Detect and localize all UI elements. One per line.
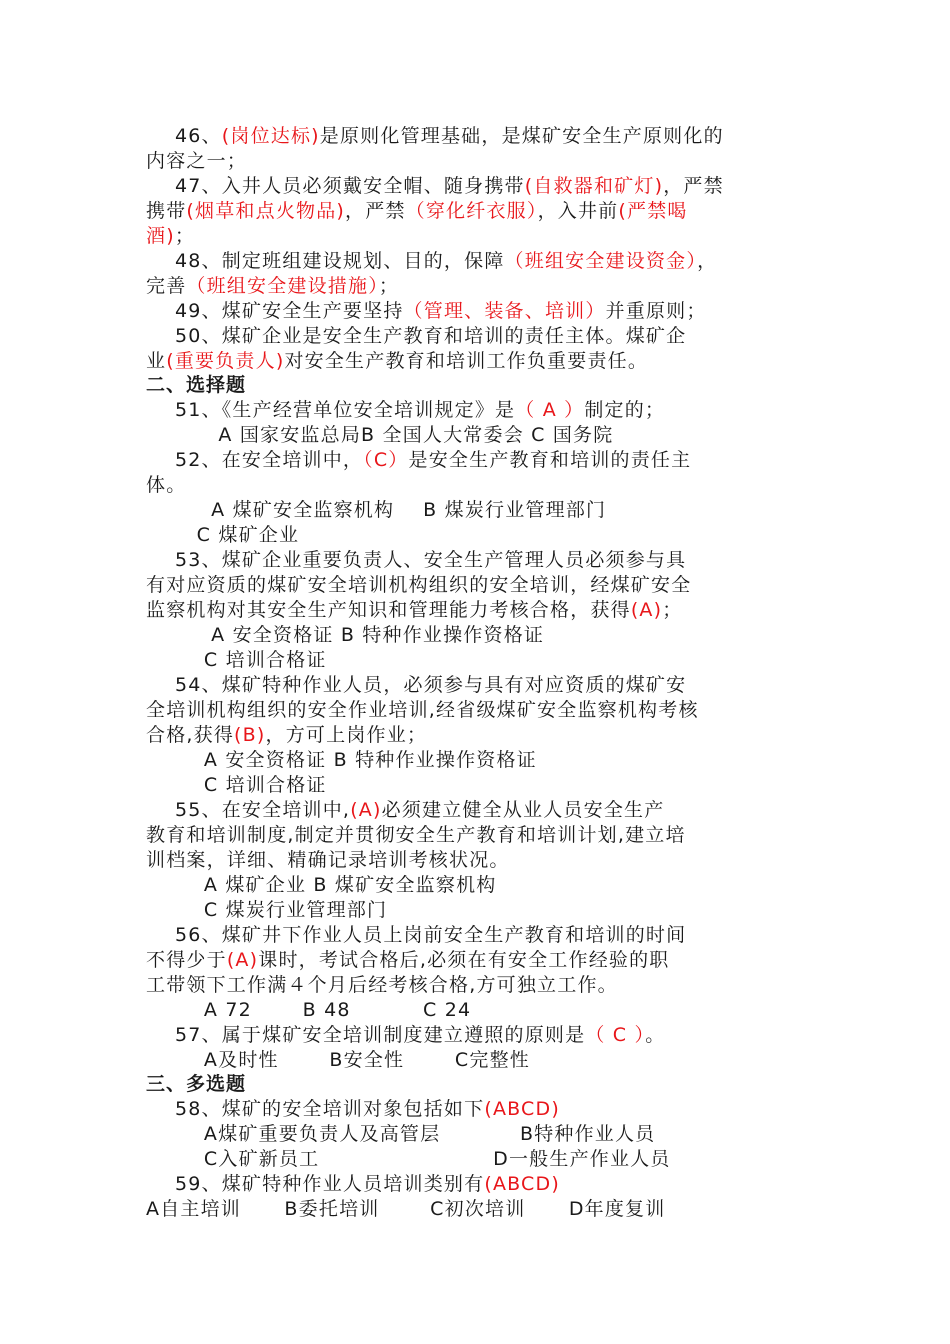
text-segment: 对安全生产教育和培训工作负重要责任。 [284, 350, 649, 372]
text-line [146, 1023, 665, 1047]
text-segment: A 国家安监总局B 全国人大常委会 C 国务院 [146, 424, 614, 446]
text-line [146, 798, 664, 822]
text-segment: C 煤矿企业 [146, 524, 300, 546]
answer-text: (岗位达标) [221, 125, 320, 147]
text-segment: 是安全生产教育和培训的责任主 [408, 449, 692, 471]
text-line [146, 373, 246, 397]
text-segment: A 72 B 48 C 24 [146, 999, 472, 1021]
text-line [146, 249, 717, 273]
text-segment: 制定的； [584, 399, 666, 421]
text-line [146, 274, 399, 298]
text-segment: 49、煤矿安全生产要坚持 [146, 300, 404, 322]
text-segment: ； [174, 225, 196, 247]
text-line [146, 1172, 560, 1196]
text-line [146, 873, 496, 897]
answer-text: （ A ） [515, 399, 585, 421]
text-line [146, 1048, 530, 1072]
text-segment: C入矿新员工 D一般生产作业人员 [146, 1148, 671, 1170]
answer-text: (严禁喝 [618, 200, 688, 222]
text-segment: 全培训机构组织的安全作业培训,经省级煤矿安全监察机构考核 [146, 699, 699, 721]
text-segment: 54、煤矿特种作业人员，必须参与具有对应资质的煤矿安 [146, 674, 687, 696]
text-segment: C 煤炭行业管理部门 [146, 899, 388, 921]
text-segment: A 煤矿企业 B 煤矿安全监察机构 [146, 874, 497, 896]
answer-text: (重要负责人) [166, 350, 285, 372]
text-line [146, 523, 299, 547]
text-segment: 是原则化管理基础，是煤矿安全生产原则化的 [319, 125, 724, 147]
text-segment: 51、《生产经营单位安全培训规定》是 [146, 399, 516, 421]
text-line [146, 423, 613, 447]
text-segment: 内容之一； [146, 150, 248, 172]
text-line [146, 174, 724, 198]
text-line [146, 598, 682, 622]
text-line [146, 998, 471, 1022]
text-segment: 有对应资质的煤矿安全培训机构组织的安全培训，经煤矿安全 [146, 574, 692, 596]
text-line [146, 448, 691, 472]
text-line [146, 1122, 655, 1146]
text-segment: 59、煤矿特种作业人员培训类别有 [146, 1173, 485, 1195]
text-segment: 合格,获得 [146, 724, 235, 746]
text-line [146, 973, 618, 997]
text-line [146, 473, 186, 497]
text-segment: 48、制定班组建设规划、目的，保障 [146, 250, 505, 272]
text-segment: ，入井前 [537, 200, 619, 222]
text-line [146, 398, 665, 422]
answer-text: （班组安全建设措施） [186, 275, 379, 297]
text-segment: ， [697, 250, 718, 272]
text-segment: ； [662, 599, 683, 621]
text-segment: 监察机构对其安全生产知识和管理能力考核合格，获得 [146, 599, 631, 621]
text-line [146, 898, 387, 922]
text-line [146, 1072, 246, 1096]
answer-text: (A) [226, 949, 259, 971]
text-segment: ，方可上岗作业； [265, 724, 428, 746]
text-segment: 56、煤矿井下作业人员上岗前安全生产教育和培训的时间 [146, 924, 687, 946]
text-segment: 46、 [146, 125, 222, 147]
text-line [146, 498, 606, 522]
answer-text: (A) [350, 799, 382, 821]
text-segment: 。 [645, 1024, 666, 1046]
text-segment: 55、在安全培训中, [146, 799, 351, 821]
text-segment: ； [378, 275, 400, 297]
text-segment: 并重原则； [605, 300, 707, 322]
text-segment: C 培训合格证 [146, 774, 327, 796]
text-line [146, 1097, 560, 1121]
text-line [146, 823, 686, 847]
text-segment: A自主培训 B委托培训 C初次培训 D年度复训 [146, 1198, 666, 1220]
text-line [146, 124, 724, 148]
text-segment: A 安全资格证 B 特种作业操作资格证 [146, 624, 545, 646]
text-line [146, 149, 247, 173]
text-segment: 53、煤矿企业重要负责人、安全生产管理人员必须参与具 [146, 549, 687, 571]
text-line [146, 349, 648, 373]
text-segment: 52、在安全培训中， [146, 449, 364, 471]
text-segment: A及时性 B安全性 C完整性 [146, 1049, 530, 1071]
text-segment: 业 [146, 350, 167, 372]
text-segment: ，严禁 [345, 200, 406, 222]
text-line [146, 748, 537, 772]
text-line [146, 224, 195, 248]
text-segment: A 安全资格证 B 特种作业操作资格证 [146, 749, 537, 771]
text-line [146, 723, 427, 747]
text-segment: A 煤矿安全监察机构 B 煤炭行业管理部门 [146, 499, 607, 521]
text-segment: 57、属于煤矿安全培训制度建立遵照的原则是 [146, 1024, 586, 1046]
answer-text: （C） [363, 449, 409, 471]
text-line [146, 324, 686, 348]
text-line [146, 548, 686, 572]
answer-text: (ABCD) [484, 1098, 560, 1120]
text-line [146, 673, 686, 697]
text-line [146, 923, 686, 947]
section-heading: 二、选择题 [146, 374, 247, 396]
text-line [146, 648, 327, 672]
text-line [146, 848, 510, 872]
answer-text: (A) [630, 599, 663, 621]
text-segment: 体。 [146, 474, 187, 496]
text-segment: 必须建立健全从业人员安全生产 [381, 799, 665, 821]
text-line [146, 1197, 665, 1221]
text-segment: 工带领下工作满４个月后经考核合格,方可独立工作。 [146, 974, 618, 996]
answer-text: (烟草和点火物品) [186, 200, 346, 222]
text-segment: 50、煤矿企业是安全生产教育和培训的责任主体。煤矿企 [146, 325, 687, 347]
text-segment: 完善 [146, 275, 187, 297]
text-segment: 47、入井人员必须戴安全帽、随身携带 [146, 175, 525, 197]
text-line [146, 1147, 671, 1171]
answer-text: 酒) [146, 225, 175, 247]
text-segment: 58、煤矿的安全培训对象包括如下 [146, 1098, 485, 1120]
text-line [146, 573, 691, 597]
section-heading: 三、多选题 [146, 1073, 247, 1095]
text-segment: 不得少于 [146, 949, 227, 971]
text-line [146, 199, 688, 223]
text-segment: C 培训合格证 [146, 649, 327, 671]
text-line [146, 698, 699, 722]
answer-text: （穿化纤衣服） [405, 200, 538, 222]
text-segment: 教育和培训制度,制定并贯彻安全生产教育和培训计划,建立培 [146, 824, 686, 846]
text-line [146, 773, 327, 797]
text-segment: A煤矿重要负责人及高管层 B特种作业人员 [146, 1123, 656, 1145]
text-line [146, 948, 670, 972]
answer-text: （ C ） [585, 1024, 646, 1046]
text-segment: 携带 [146, 200, 187, 222]
text-line [146, 299, 707, 323]
answer-text: （管理、装备、培训） [403, 300, 606, 322]
answer-text: （班组安全建设资金） [504, 250, 698, 272]
answer-text: (ABCD) [484, 1173, 560, 1195]
text-segment: 训档案，详细、精确记录培训考核状况。 [146, 849, 510, 871]
text-segment: ，严禁 [663, 175, 724, 197]
answer-text: (自救器和矿灯) [524, 175, 664, 197]
text-line [146, 623, 544, 647]
answer-text: (B) [234, 724, 266, 746]
text-segment: 课时，考试合格后,必须在有安全工作经验的职 [258, 949, 670, 971]
